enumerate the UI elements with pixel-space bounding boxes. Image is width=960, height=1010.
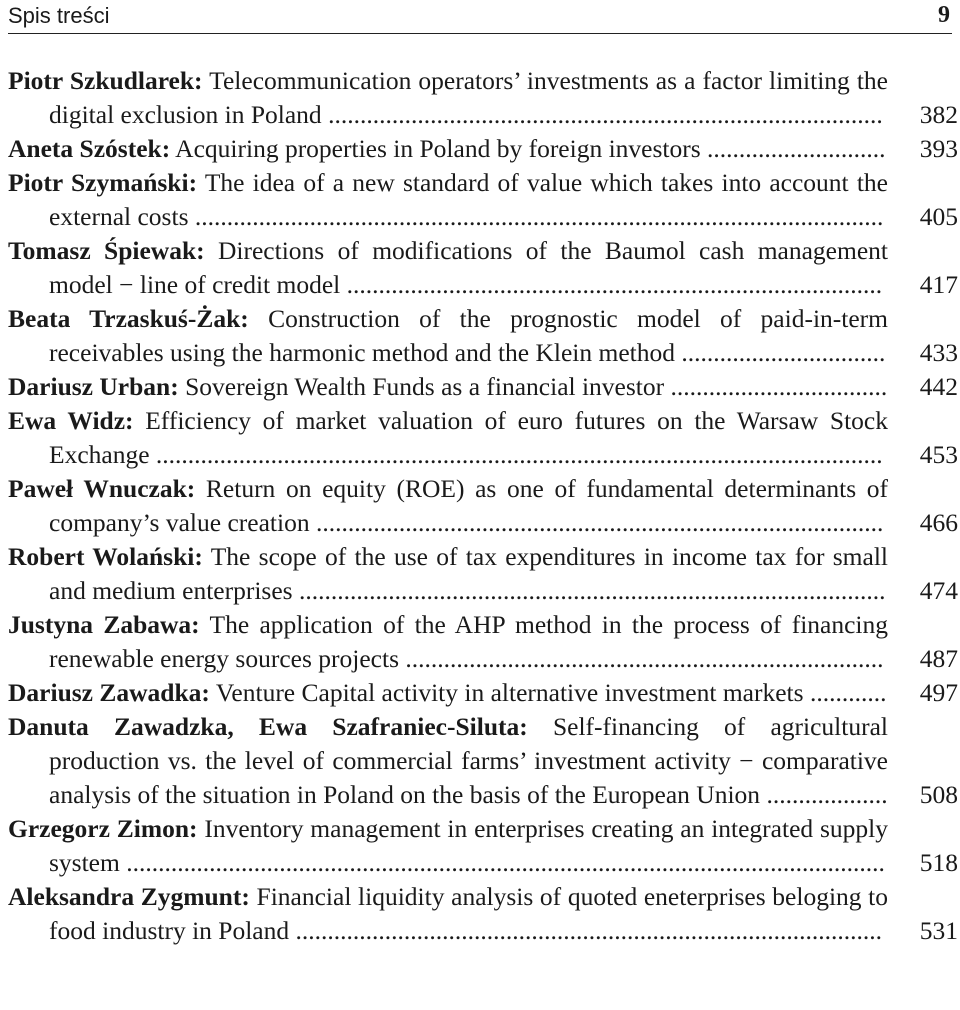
toc-entry-text [8,64,888,132]
toc-entry[interactable] [8,472,958,540]
toc-page: 531 [919,916,958,945]
toc-author: Danuta Zawadzka, Ewa Szafraniec-Siluta: [8,712,528,741]
toc-author: Aleksandra Zygmunt: [8,882,250,911]
dot-leader: ........................................................................... [399,644,884,673]
toc-author: Piotr Szkudlarek: [8,66,203,95]
toc-entry-text [8,166,888,234]
toc-author: Robert Wolański: [8,542,203,571]
toc-author: Beata Trzaskuś-Żak: [8,304,249,333]
toc-page: 405 [919,202,958,231]
toc-author: Dariusz Urban: [8,372,179,401]
toc-title: Venture Capital activity in alternative investment markets [215,678,804,707]
toc-page: 518 [919,848,958,877]
toc-entry-text [8,132,888,166]
toc-entry-text [8,608,888,676]
toc-entry-text [8,880,888,948]
toc-title: Construction of the prognostic model of paid-in-term receivables using the harmonic method and the Klein method [49,304,888,367]
dot-leader: .................................. [664,372,888,401]
toc-author: Dariusz Zawadka: [8,678,210,707]
dot-leader: .................................................................................................................. [149,440,883,469]
toc-title: The application of the AHP method in the process of financing renewable energy sources projects [49,610,888,673]
toc-title: Self-financing of agricultural production vs. the level of commercial farms’ investment activity − comparative analysis of the situation in Poland on the basis of the European Union [49,712,888,809]
toc-page: 453 [919,440,958,469]
toc-title: Sovereign Wealth Funds as a financial investor [185,372,665,401]
toc-entry[interactable] [8,676,958,710]
dot-leader: .................................................................................... [340,270,883,299]
toc-entry[interactable] [8,880,958,948]
toc-entry[interactable] [8,404,958,472]
toc-title: Directions of modifications of the Baumol cash management model − line of credit model [49,236,888,299]
dot-leader: ............................................................................................................ [188,202,884,231]
dot-leader: ............................ [700,134,886,163]
toc-author: Grzegorz Zimon: [8,814,198,843]
running-header [8,0,952,34]
toc-entry-text [8,676,888,710]
toc-author: Ewa Widz: [8,406,134,435]
toc-entry-text [8,370,888,404]
toc-page: 417 [919,270,958,299]
dot-leader: ................................ [674,338,886,367]
dot-leader: ............ [803,678,887,707]
toc-page: 497 [919,678,958,707]
toc-entry[interactable] [8,64,958,132]
toc-page: 433 [919,338,958,367]
toc-title: Efficiency of market valuation of euro futures on the Warsaw Stock Exchange [49,406,888,469]
toc-title: Return on equity (ROE) as one of fundamental determinants of company’s value creation [49,474,888,537]
toc-page: 474 [919,576,958,605]
toc-title: Telecommunication operators’ investments as a factor limiting the digital exclusion in Poland [49,66,888,129]
dot-leader: ....................................................................................................................... [119,848,885,877]
toc-entry-text [8,812,888,880]
dot-leader: ......................................................................................... [309,508,884,537]
toc-entry[interactable] [8,234,958,302]
toc-page: 382 [919,100,958,129]
toc-title: The idea of a new standard of value which takes into account the external costs [49,168,888,231]
toc-title: The scope of the use of tax expenditures in income tax for small and medium enterprises [49,542,888,605]
toc-entry-text [8,404,888,472]
toc-entry[interactable] [8,302,958,370]
toc-entry[interactable] [8,132,958,166]
toc-page: 442 [919,372,958,401]
toc-entry-text [8,302,888,370]
toc-entry[interactable] [8,370,958,404]
toc-author: Justyna Zabawa: [8,610,200,639]
toc-title: Financial liquidity analysis of quoted eneterprises beloging to food industry in Poland [49,882,888,945]
running-title: Spis treści [8,3,110,28]
toc-entry[interactable] [8,540,958,608]
page-number: 9 [938,2,950,28]
toc-entry[interactable] [8,812,958,880]
dot-leader: ............................................................................................ [292,576,886,605]
toc-page: 487 [919,644,958,673]
toc-page: 508 [919,780,958,809]
toc-author: Tomasz Śpiewak: [8,236,205,265]
toc-entry-text [8,540,888,608]
dot-leader: ....................................................................................... [321,100,883,129]
toc-entry-text [8,472,888,540]
dot-leader: ................... [760,780,888,809]
toc-author: Aneta Szóstek: [8,134,171,163]
toc-entry-text [8,710,888,812]
toc-page: 466 [919,508,958,537]
toc-author: Piotr Szymański: [8,168,198,197]
toc-entry[interactable] [8,710,958,812]
toc-author: Paweł Wnuczak: [8,474,196,503]
toc-title: Inventory management in enterprises creating an integrated supply system [49,814,888,877]
toc-page: 393 [919,134,958,163]
table-of-contents [8,64,958,948]
toc-entry[interactable] [8,608,958,676]
toc-entry[interactable] [8,166,958,234]
dot-leader: ............................................................................................ [289,916,882,945]
toc-entry-text [8,234,888,302]
toc-title: Acquiring properties in Poland by foreign investors [175,134,701,163]
